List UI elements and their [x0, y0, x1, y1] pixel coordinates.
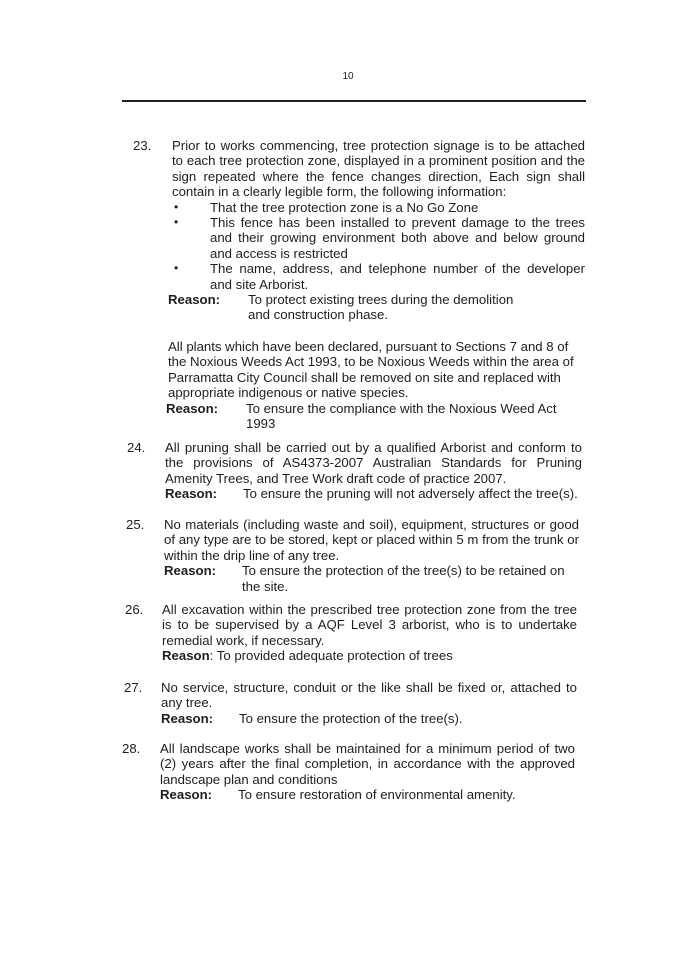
condition-number: 23.: [133, 138, 152, 153]
reason-text: To ensure the protection of the tree(s) to be retained on the site.: [242, 563, 565, 594]
condition-text: All landscape works shall be maintained for a minimum period of two (2) years after the final completion, in accordance with the approved landscape plan and conditions: [160, 741, 575, 787]
reason: [160, 787, 575, 802]
condition-number: 24.: [127, 440, 146, 455]
condition-text: All excavation within the prescribed tree protection zone from the tree is to be supervised by a AQF Level 3 arborist, who is to undertake remedial work, if necessary.: [162, 602, 577, 648]
condition-number: 26.: [125, 602, 144, 617]
condition-number: 25.: [126, 517, 145, 532]
reason-text: To ensure the pruning will not adversely affect the tree(s).: [243, 486, 578, 502]
condition-text: No materials (including waste and soil), equipment, structures or good of any type are to be stored, kept or placed within 5 m from the trunk or within the drip line of any tree.: [164, 517, 579, 563]
reason-label: Reason:: [166, 400, 219, 416]
bullet-icon: •: [174, 199, 179, 214]
bullet-icon: •: [174, 261, 179, 276]
reason-label: Reason:: [164, 563, 217, 579]
reason-text: To ensure restoration of environmental amenity.: [238, 787, 516, 803]
condition-text: No service, structure, conduit or the like shall be fixed or, attached to any tree.: [161, 680, 577, 711]
condition-number: 27.: [124, 680, 143, 695]
condition-text: All pruning shall be carried out by a qualified Arborist and conform to the provisions of AS4373-2007 Australian Standards for Pruning Amenity Trees, and Tree Work draft code of practice 2007.: [165, 440, 582, 486]
reason-label: Reason:: [165, 486, 218, 502]
list-item: • The name, address, and telephone number of the developer and site Arborist.: [174, 261, 585, 292]
condition-number: 28.: [122, 741, 141, 756]
reason-label: Reason:: [168, 292, 221, 308]
reason-text: To protect existing trees during the demolition and construction phase.: [248, 292, 514, 323]
reason: [168, 292, 585, 323]
reason: [165, 486, 582, 501]
condition-text-extra: All plants which have been declared, pursuant to Sections 7 and 8 of the Noxious Weeds Act 1993, to be Noxious Weeds within the area of Parramatta City Council shall be removed on site and replaced with appropriate indigenous or native species.: [168, 338, 574, 401]
page-number: 10: [342, 71, 354, 82]
reason-label: Reason:: [161, 710, 214, 726]
reason: [161, 711, 577, 726]
reason-label: Reason:: [160, 787, 213, 803]
reason: [166, 401, 585, 432]
reason-text: To ensure the protection of the tree(s).: [239, 710, 463, 726]
bullet-icon: •: [174, 215, 179, 230]
reason-label: Reason: [162, 648, 210, 664]
condition-text: Prior to works commencing, tree protection signage is to be attached to each tree protection zone, displayed in a prominent position and the sign repeated where the fence changes direction, Each sign shall contain in a clearly legible form, the following information:: [172, 138, 585, 200]
reason-text: To ensure the compliance with the Noxious Weed Act 1993: [246, 400, 557, 431]
bullet-list: [172, 200, 585, 292]
reason: [162, 648, 577, 663]
list-item: • This fence has been installed to prevent damage to the trees and their growing environment both above and below ground and access is restricted: [174, 215, 585, 261]
reason-text: : To provided adequate protection of trees: [209, 648, 453, 664]
list-item: • That the tree protection zone is a No Go Zone: [174, 199, 479, 215]
header-rule: [122, 100, 586, 102]
reason: [164, 563, 579, 594]
